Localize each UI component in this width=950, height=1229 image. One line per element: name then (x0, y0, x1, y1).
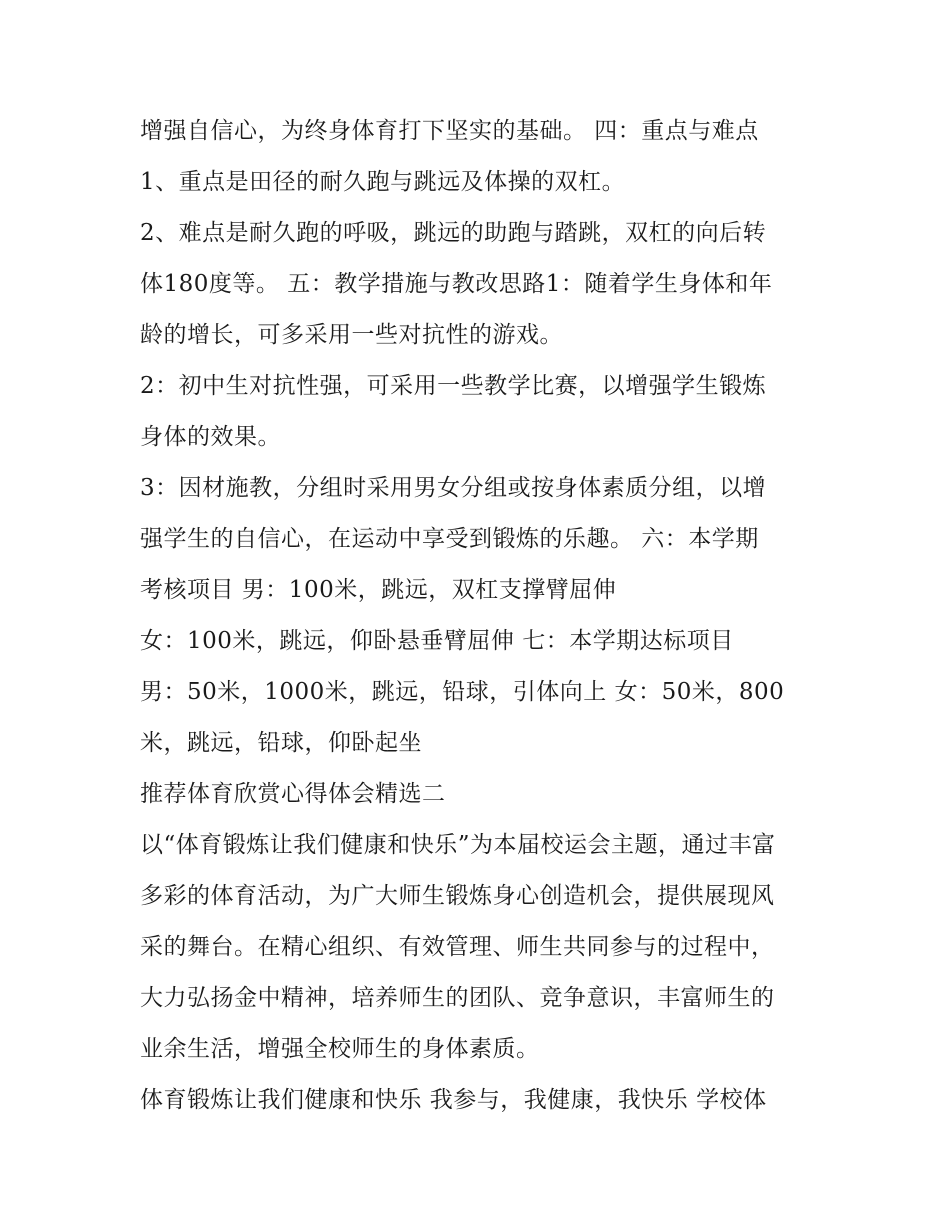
text-line: 体180度等。 五：教学措施与教改思路1：随着学生身体和年 (140, 271, 773, 297)
text-line: 米，跳远，铅球，仰卧起坐 (140, 730, 422, 756)
text-line: 强学生的自信心，在运动中享受到锻炼的乐趣。 六：本学期 (140, 526, 759, 552)
text-line: 多彩的体育活动，为广大师生锻炼身心创造机会，提供展现风 (140, 883, 775, 909)
section-heading: 推荐体育欣赏心得体会精选二 (140, 781, 446, 807)
text-line: 男：50米，1000米，跳远，铅球，引体向上 女：50米，800 (140, 679, 785, 705)
body-text (140, 108, 830, 1128)
text-line: 2：初中生对抗性强，可采用一些教学比赛，以增强学生锻炼 (140, 373, 767, 399)
text-line: 3：因材施教，分组时采用男女分组或按身体素质分组，以增 (140, 475, 767, 501)
text-line: 以“体育锻炼让我们健康和快乐”为本届校运会主题，通过丰富 (140, 832, 776, 858)
text-line: 2、难点是耐久跑的呼吸，跳远的助跑与踏跳，双杠的向后转 (140, 220, 767, 246)
text-line: 身体的效果。 (140, 424, 281, 450)
text-line: 1、重点是田径的耐久跑与跳远及体操的双杠。 (140, 169, 626, 195)
text-line: 业余生活，增强全校师生的身体素质。 (140, 1036, 540, 1062)
text-line: 大力弘扬金中精神，培养师生的团队、竞争意识，丰富师生的 (140, 985, 775, 1011)
text-line: 考核项目 男：100米，跳远，双杠支撑臂屈伸 (140, 577, 617, 603)
text-line: 龄的增长，可多采用一些对抗性的游戏。 (140, 322, 563, 348)
text-line: 增强自信心，为终身体育打下坚实的基础。 四：重点与难点 (140, 118, 759, 144)
text-line: 采的舞台。在精心组织、有效管理、师生共同参与的过程中， (140, 934, 775, 960)
text-line: 女：100米，跳远，仰卧悬垂臂屈伸 七：本学期达标项目 (140, 628, 734, 654)
text-line: 体育锻炼让我们健康和快乐 我参与，我健康，我快乐 学校体 (140, 1087, 767, 1113)
